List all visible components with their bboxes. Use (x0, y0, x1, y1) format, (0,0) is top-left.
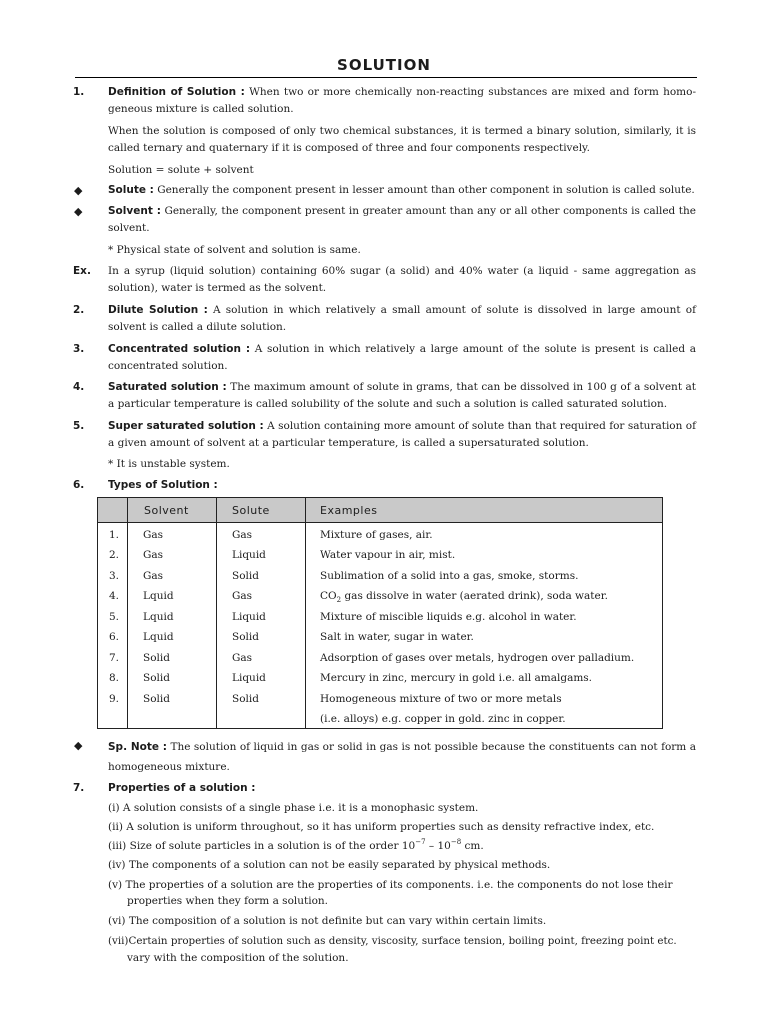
item-text: The properties of a solution are the properties of its components. i.e. the components do not lose their (125, 879, 673, 891)
list-item (108, 877, 696, 894)
example-cell (320, 588, 608, 605)
table-row (98, 691, 662, 711)
column-header: Solute (232, 504, 270, 517)
example-cell: Adsorption of gases over metals, hydrogen over palladium. (320, 652, 635, 664)
solute-heading: Solute : (108, 184, 154, 196)
list-item (108, 819, 696, 836)
item-text: A solution consists of a single phase i.e. it is a monophasic system. (122, 802, 479, 814)
item-label: (v) (108, 879, 123, 891)
item-label: (iii) (108, 840, 127, 852)
list-item (108, 857, 696, 874)
solvent-paragraph (108, 203, 696, 237)
concentrated-text: A solution in which relatively a large amount of the solute is present is called a concentrated solution. (108, 343, 696, 372)
item-text: Size of solute particles in a solution is of the order 10 (129, 840, 416, 852)
binary-solution-paragraph: When the solution is composed of only two chemical substances, it is termed a binary solution, similarly, it is called ternary and quaternary if it is composed of three and four components respectively. (108, 125, 696, 154)
solution-formula: Solution = solute + solvent (108, 164, 254, 176)
item-label: (iv) (108, 859, 126, 871)
note-text: Physical state of solvent and solution is same. (116, 244, 361, 256)
solvent-cell: Lquid (143, 611, 174, 623)
table-row-continuation (98, 711, 662, 731)
solute-cell: Solid (232, 631, 259, 643)
concentrated-paragraph (108, 341, 696, 375)
solute-cell: Liquid (232, 672, 266, 684)
list-item (108, 933, 696, 950)
table-row (98, 547, 662, 567)
section-heading: Definition of Solution : (108, 86, 245, 98)
item-label: (vii) (108, 935, 129, 947)
example-cell: Water vapour in air, mist. (320, 549, 456, 561)
list-item (108, 838, 696, 855)
definition-paragraph (108, 84, 696, 118)
exponent: −8 (450, 838, 462, 846)
item-text: – 10 (425, 840, 451, 852)
example-label: Ex. (73, 265, 91, 277)
special-note-text: The solution of liquid in gas or solid in gas is not possible because the constituents can not form a homogeneous mixture. (108, 741, 696, 773)
note-text: It is unstable system. (116, 458, 230, 470)
example-text: In a syrup (liquid solution) containing 60% sugar (a solid) and 40% water (a liquid - same aggregation as solution), water is termed as the solvent. (108, 265, 696, 294)
section-number: 3. (73, 343, 85, 355)
solvent-note (108, 242, 361, 259)
table-row (98, 588, 662, 608)
example-cell: Salt in water, sugar in water. (320, 631, 474, 643)
column-header: Solvent (144, 504, 189, 517)
section-heading: Saturated solution : (108, 381, 227, 393)
diamond-bullet-icon: ◆ (74, 184, 83, 197)
item-text: Certain properties of solution such as density, viscosity, surface tension, boiling point, freezing point etc. (128, 935, 677, 947)
column-header: Examples (320, 504, 378, 517)
row-number: 5. (109, 611, 120, 623)
row-number: 2. (109, 549, 120, 561)
table-header-row (98, 498, 662, 523)
solvent-cell: Gas (143, 570, 164, 582)
solvent-heading: Solvent : (108, 205, 161, 217)
solvent-cell: Solid (143, 693, 170, 705)
example-cell: (i.e. alloys) e.g. copper in gold. zinc in copper. (320, 713, 566, 725)
section-number: 1. (73, 86, 85, 98)
solvent-cell: Solid (143, 652, 170, 664)
section-heading: Concentrated solution : (108, 343, 251, 355)
solute-cell: Liquid (232, 549, 266, 561)
solvent-text: Generally, the component present in greater amount than any or all other components is called the solvent. (108, 205, 696, 234)
supersaturated-note (108, 456, 230, 473)
section-heading: Super saturated solution : (108, 420, 264, 432)
item-text: A solution is uniform throughout, so it has uniform properties such as density refractive index, etc. (126, 821, 655, 833)
item-label: (i) (108, 802, 120, 814)
solute-cell: Gas (232, 529, 253, 541)
asterisk-icon: * (108, 244, 117, 256)
section-number: 2. (73, 304, 85, 316)
table-row (98, 629, 662, 649)
supersaturated-paragraph (108, 418, 696, 452)
solution-types-table (97, 497, 663, 729)
supersaturated-text: A solution containing more amount of solute than that required for saturation of a given amount of solvent at a particular temperature, is called a supersaturated solution. (108, 420, 696, 449)
section-heading: Types of Solution : (108, 479, 218, 491)
row-number: 7. (109, 652, 120, 664)
example-cell: Mixture of gases, air. (320, 529, 433, 541)
item-text: cm. (461, 840, 484, 852)
table-row (98, 609, 662, 629)
title-underline (75, 77, 697, 78)
section-number: 6. (73, 479, 85, 491)
list-item-continuation: vary with the composition of the solution. (127, 952, 349, 964)
solute-paragraph (108, 182, 696, 199)
solute-cell: Gas (232, 652, 253, 664)
co2-formula: CO (320, 590, 337, 602)
example-cell: Mixture of miscible liquids e.g. alcohol in water. (320, 611, 577, 623)
diamond-bullet-icon: ◆ (74, 739, 83, 752)
table-row (98, 527, 662, 547)
solvent-cell: Lquid (143, 590, 174, 602)
row-number: 6. (109, 631, 120, 643)
item-text: The components of a solution can not be easily separated by physical methods. (128, 859, 551, 871)
list-item (108, 800, 696, 817)
saturated-paragraph (108, 379, 696, 413)
item-label: (vi) (108, 915, 126, 927)
row-number: 4. (109, 590, 120, 602)
section-number: 5. (73, 420, 85, 432)
table-row (98, 650, 662, 670)
item-label: (ii) (108, 821, 123, 833)
page-title: SOLUTION (337, 56, 431, 74)
section-number: 4. (73, 381, 85, 393)
special-note-heading: Sp. Note : (108, 741, 167, 753)
solvent-cell: Lquid (143, 631, 174, 643)
special-note-paragraph (108, 737, 696, 777)
example-text: gas dissolve in water (aerated drink), soda water. (341, 590, 608, 602)
diamond-bullet-icon: ◆ (74, 205, 83, 218)
row-number: 8. (109, 672, 120, 684)
item-text: The composition of a solution is not definite but can vary within certain limits. (128, 915, 547, 927)
example-cell: Homogeneous mixture of two or more metals (320, 693, 562, 705)
exponent: −7 (415, 838, 426, 846)
solvent-cell: Gas (143, 529, 164, 541)
table-row (98, 670, 662, 690)
table-row (98, 568, 662, 588)
section-number: 7. (73, 782, 85, 794)
example-cell: Mercury in zinc, mercury in gold i.e. all amalgams. (320, 672, 593, 684)
solute-cell: Solid (232, 693, 259, 705)
saturated-text: The maximum amount of solute in grams, that can be dissolved in 100 g of a solvent at a particular temperature is called solubility of the solute and such a solution is called saturated solution. (108, 381, 697, 410)
row-number: 3. (109, 570, 120, 582)
section-heading: Dilute Solution : (108, 304, 208, 316)
dilute-text: A solution in which relatively a small amount of solute is dissolved in large amount of solvent is called a dilute solution. (108, 304, 696, 333)
row-number: 9. (109, 693, 120, 705)
solute-cell: Solid (232, 570, 259, 582)
solvent-cell: Solid (143, 672, 170, 684)
list-item (108, 913, 696, 930)
list-item-continuation: properties when they form a solution. (127, 895, 329, 907)
solvent-cell: Gas (143, 549, 164, 561)
subscript: 2 (336, 596, 342, 604)
solute-cell: Liquid (232, 611, 266, 623)
solute-cell: Gas (232, 590, 253, 602)
row-number: 1. (109, 529, 120, 541)
section-heading: Properties of a solution : (108, 782, 256, 794)
asterisk-icon: * (108, 458, 117, 470)
definition-text: When two or more chemically non-reacting substances are mixed and form homo-geneous mixture is called solution. (108, 86, 697, 115)
dilute-paragraph (108, 302, 696, 336)
solute-text: Generally the component present in lesser amount than other component in solution is called solute. (157, 184, 695, 196)
example-cell: Sublimation of a solid into a gas, smoke, storms. (320, 570, 579, 582)
